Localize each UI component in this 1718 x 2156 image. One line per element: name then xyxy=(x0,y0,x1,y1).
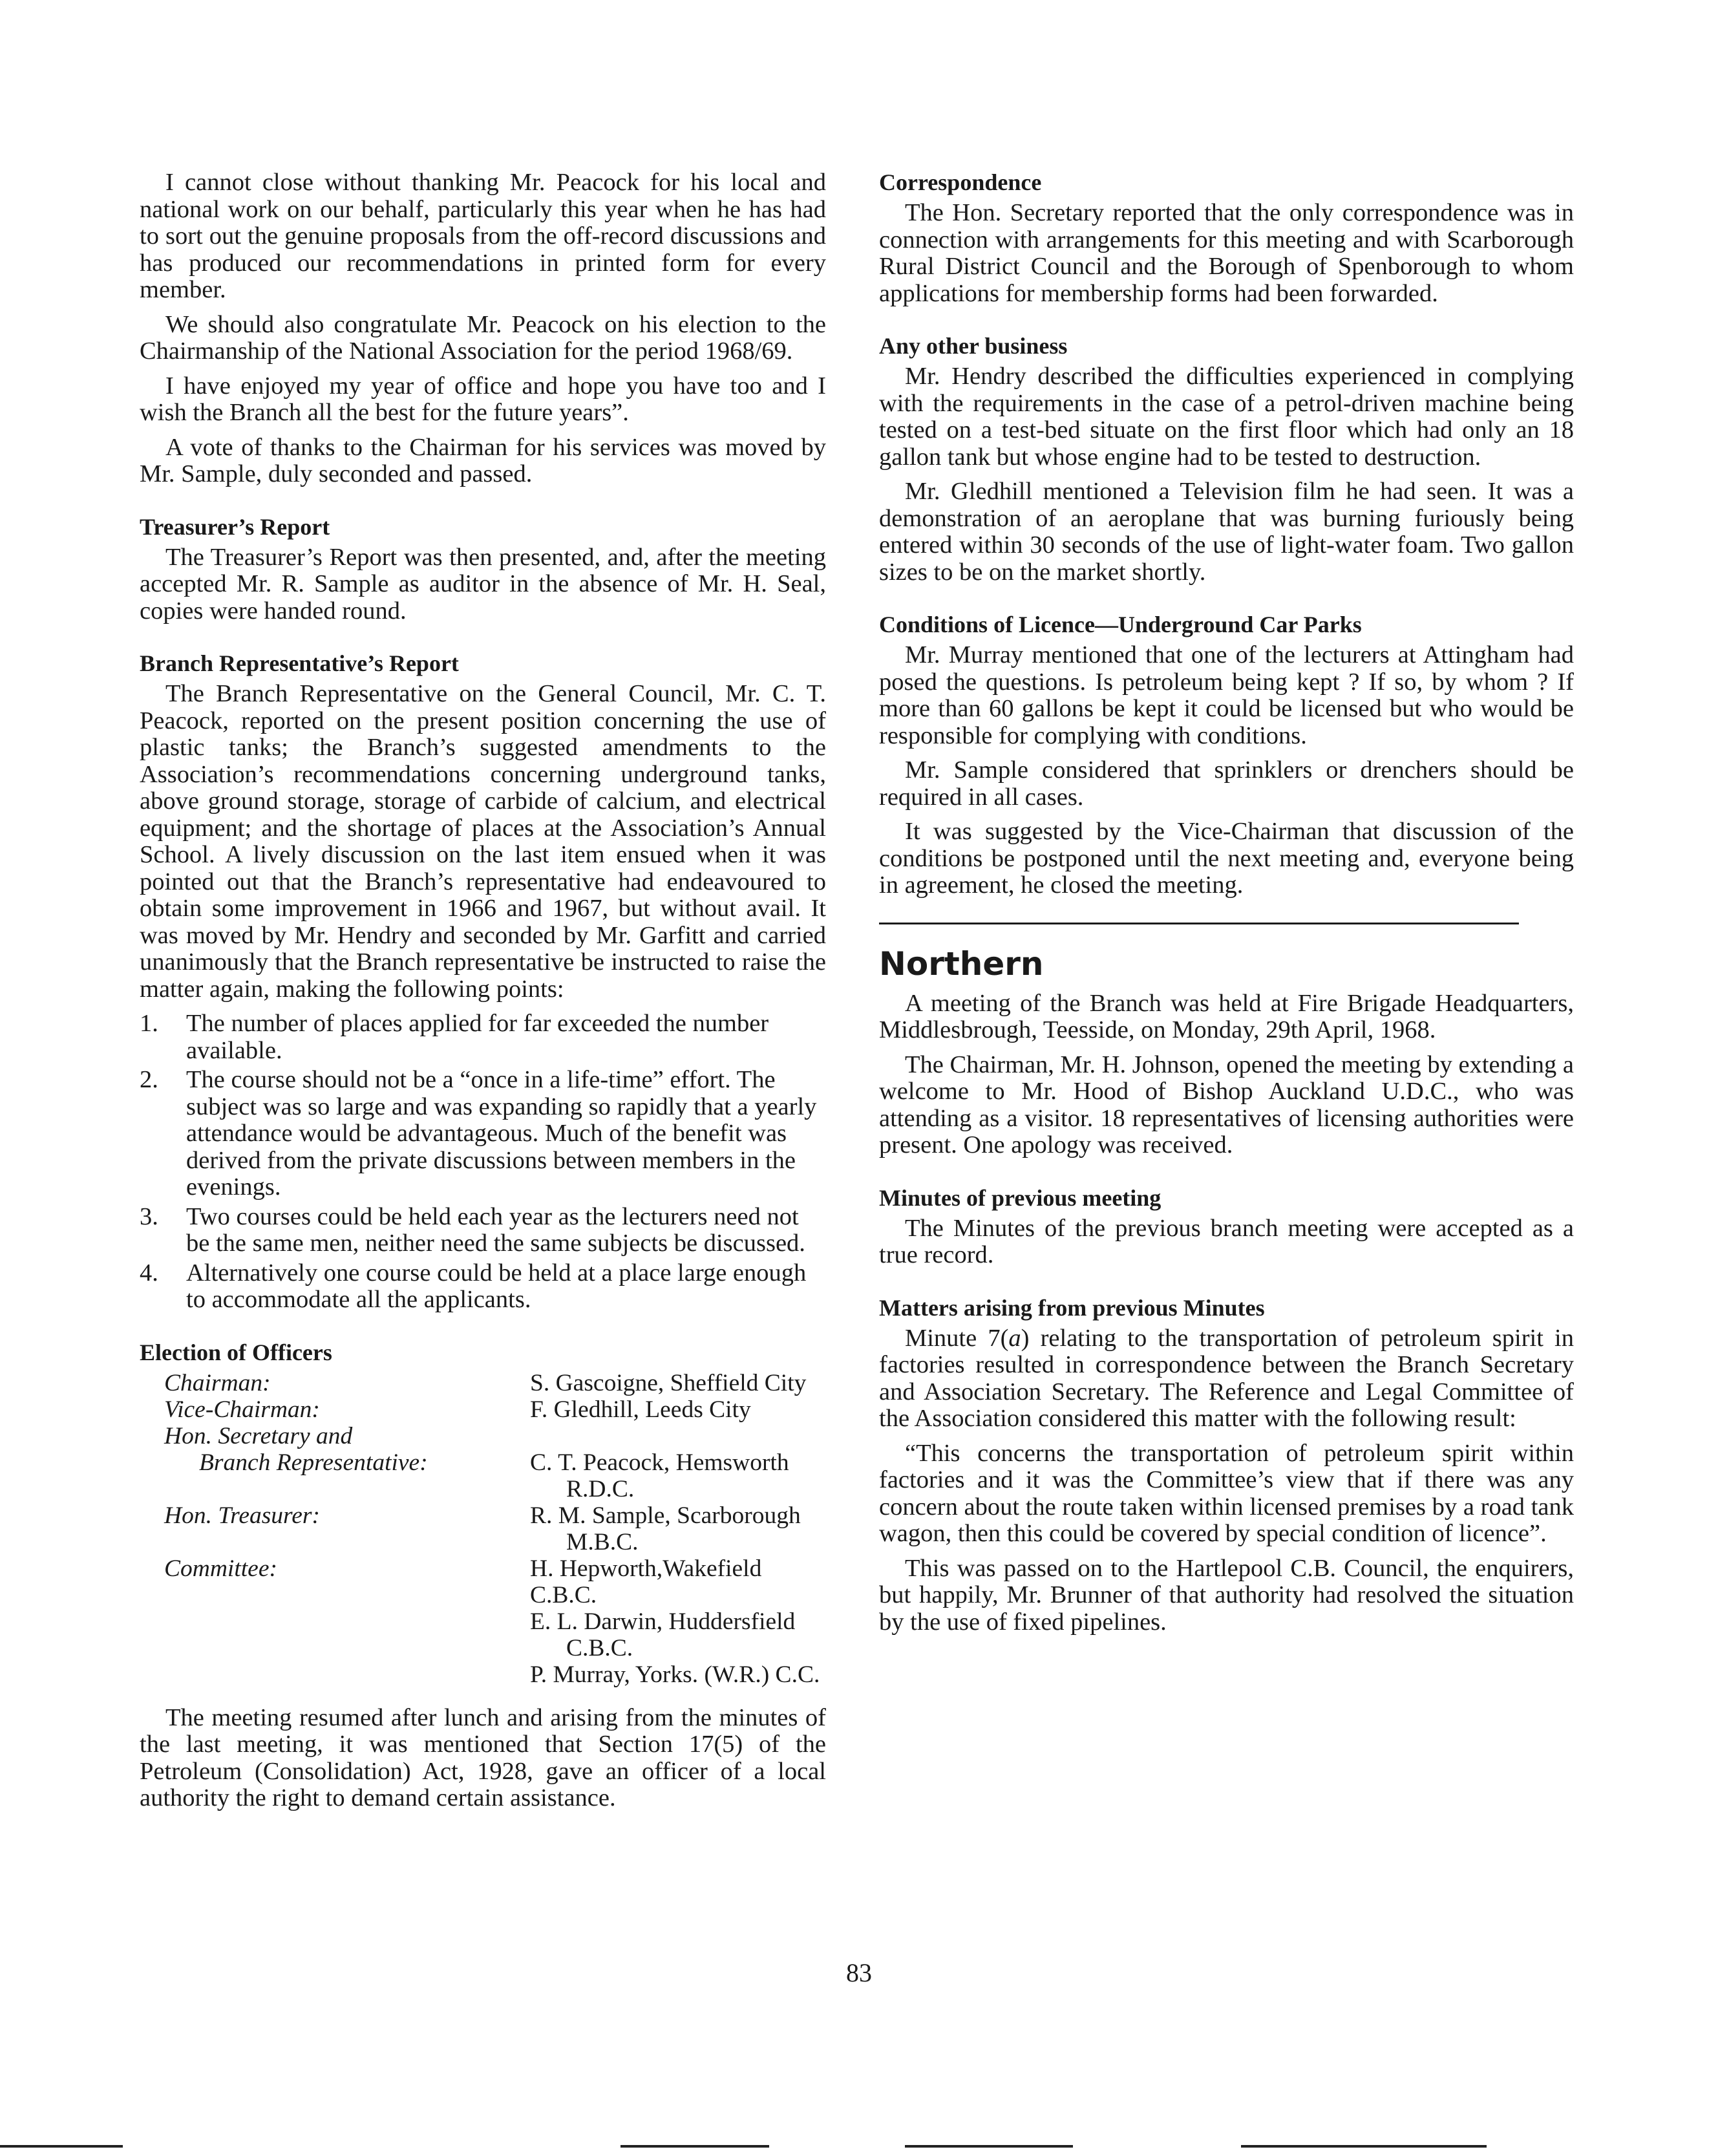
numbered-points-list xyxy=(140,1010,826,1314)
scan-edge-mark xyxy=(0,2145,123,2148)
paragraph: The Treasurer’s Report was then presented, and, after the meeting accepted Mr. R. Sample as auditor in the absence of Mr. H. Seal, copies were handed round. xyxy=(140,543,826,624)
paragraph: Mr. Sample considered that sprinklers or drenchers should be required in all cases. xyxy=(879,756,1574,811)
section-heading-minutes: Minutes of previous meeting xyxy=(879,1184,1161,1211)
section-divider xyxy=(879,923,1519,924)
list-item-text: Two courses could be held each year as the lecturers need not be the same men, neither need the same subjects be discussed. xyxy=(186,1202,805,1257)
paragraph: The Minutes of the previous branch meeting were accepted as a true record. xyxy=(879,1214,1574,1268)
list-item xyxy=(140,1260,826,1314)
list-item-text: The number of places applied for far exceeded the number available. xyxy=(186,1010,769,1064)
table-row xyxy=(140,1449,826,1502)
officer-role: Branch Representative: xyxy=(199,1449,428,1476)
section-heading-branch-representatives-report: Branch Representative’s Report xyxy=(140,650,459,676)
text-run-italic: a xyxy=(1008,1324,1021,1352)
paragraph: The Hon. Secretary reported that the only correspondence was in connection with arrangements for this meeting and with Scarborough Rural District Council and the Borough of Spenborough to whom applications for membership forms had been forwarded. xyxy=(879,199,1574,307)
list-item-text: The course should not be a “once in a life-time” effort. The subject was so large and was expanding so rapidly that a yearly attendance would be advantageous. Much of the benefit was derived from the private discussions between members in the evenings. xyxy=(186,1066,817,1201)
paragraph: A vote of thanks to the Chairman for his services was moved by Mr. Sample, duly seconded and passed. xyxy=(140,433,826,487)
paragraph: I cannot close without thanking Mr. Peacock for his local and national work on our behalf, particularly this year when he has had to sort out the genuine proposals from the off-record discussions and has produced our recommendations in printed form for every member. xyxy=(140,169,826,303)
officer-name-continuation: M.B.C. xyxy=(566,1528,639,1555)
committee-member: E. L. Darwin, Huddersfield xyxy=(530,1608,796,1635)
table-row xyxy=(140,1502,826,1555)
paragraph: We should also congratulate Mr. Peacock on his election to the Chairmanship of the National Association for the period 1968/69. xyxy=(140,310,826,365)
officer-role: Chairman: xyxy=(164,1369,271,1396)
paragraph: I have enjoyed my year of office and hope you have too and I wish the Branch all the best for the future years”. xyxy=(140,372,826,426)
committee-member: P. Murray, Yorks. (W.R.) C.C. xyxy=(530,1661,820,1688)
paragraph: Mr. Hendry described the difficulties experienced in complying with the requirements in the case of a petrol-driven machine being tested on a test-bed situate on the first floor which had only an 18 gallon tank but whose engine had to be tested to destruction. xyxy=(879,363,1574,471)
quotation-paragraph: “This concerns the transportation of petroleum spirit within factories and it was the Committee’s view that if there was any concern about the route taken within licensed premises by a road tank wagon, then this could be covered by special condition of licence”. xyxy=(879,1439,1574,1547)
scan-edge-mark xyxy=(620,2145,769,2148)
paragraph: The meeting resumed after lunch and arising from the minutes of the last meeting, it was mentioned that Section 17(5) of the Petroleum (Consolidation) Act, 1928, gave an officer of a local authority the right to demand certain assistance. xyxy=(140,1703,826,1811)
paragraph: Mr. Gledhill mentioned a Television film he had seen. It was a demonstration of an aeroplane that was burning furiously being entered within 30 seconds of the use of light-water foam. Two gallon sizes to be on the market shortly. xyxy=(879,478,1574,586)
officer-name-line: R. M. Sample, Scarborough xyxy=(530,1502,801,1529)
officers-table xyxy=(140,1370,826,1688)
section-heading-treasurers-report: Treasurer’s Report xyxy=(140,513,330,540)
right-column xyxy=(879,169,1574,1643)
text-run: ) relating to the transportation of petroleum spirit in factories resulted in correspondence between the Branch Secretary and Association Secretary. The Reference and Legal Committee of the Association considered this matter with the following result: xyxy=(879,1324,1574,1432)
page-number: 83 xyxy=(846,1958,872,1987)
section-heading-correspondence: Correspondence xyxy=(879,169,1042,195)
officer-name: S. Gascoigne, Sheffield City xyxy=(530,1369,807,1396)
scan-edge-mark xyxy=(1241,2145,1487,2148)
list-item xyxy=(140,1067,826,1201)
list-item xyxy=(140,1010,826,1064)
scan-edge-mark xyxy=(905,2145,1073,2148)
section-heading-election-of-officers: Election of Officers xyxy=(140,1339,332,1365)
list-item-text: Alternatively one course could be held at a place large enough to accommodate all the applicants. xyxy=(186,1259,807,1313)
committee-member: H. Hepworth,Wakefield C.B.C. xyxy=(530,1555,762,1608)
officer-role: Hon. Treasurer: xyxy=(164,1502,320,1529)
list-item-number: 4. xyxy=(140,1259,158,1286)
section-heading-conditions-of-licence: Conditions of Licence—Underground Car Parks xyxy=(879,612,1362,637)
officer-name xyxy=(530,1502,826,1555)
paragraph: A meeting of the Branch was held at Fire Brigade Headquarters, Middlesbrough, Teesside, on Monday, 29th April, 1968. xyxy=(879,989,1574,1043)
left-column xyxy=(140,169,826,1820)
paragraph: The Chairman, Mr. H. Johnson, opened the meeting by extending a welcome to Mr. Hood of Bishop Auckland U.D.C., who was attending as a visitor. 18 representatives of licensing authorities were present. One apology was received. xyxy=(879,1051,1575,1158)
table-row xyxy=(140,1396,826,1423)
paragraph: Mr. Murray mentioned that one of the lecturers at Attingham had posed the questions. Is petroleum being kept ? If so, by whom ? If more than 60 gallons be kept it could be licensed but who would be responsible for complying with conditions. xyxy=(879,641,1574,749)
officer-role: Committee: xyxy=(164,1555,277,1582)
section-heading-any-other-business: Any other business xyxy=(879,333,1068,359)
section-heading-matters-arising: Matters arising from previous Minutes xyxy=(879,1294,1265,1321)
table-row xyxy=(140,1555,826,1688)
officer-name xyxy=(530,1449,826,1502)
list-item xyxy=(140,1204,826,1257)
officer-name xyxy=(530,1555,826,1688)
list-item-number: 1. xyxy=(140,1010,158,1037)
paragraph: It was suggested by the Vice-Chairman that discussion of the conditions be postponed until the next meeting and, everyone being in agreement, he closed the meeting. xyxy=(879,818,1574,899)
table-row xyxy=(140,1423,826,1449)
officer-role: Hon. Secretary and xyxy=(164,1422,353,1449)
list-item-number: 3. xyxy=(140,1202,158,1230)
officer-name-continuation: R.D.C. xyxy=(566,1475,635,1502)
officer-name-continuation: C.B.C. xyxy=(566,1634,633,1661)
paragraph: The Branch Representative on the General Council, Mr. C. T. Peacock, reported on the present position concerning the use of plastic tanks; the Branch’s suggested amendments to the Association’s recommendations concerning underground tanks, above ground storage, storage of carbide of calcium, and electrical equipment; and the shortage of places at the Association’s Annual School. A lively discussion on the last item ensued when it was pointed out that the Branch’s representative had endeavoured to obtain some improvement in 1966 and 1967, but without avail. It was moved by Mr. Hendry and seconded by Mr. Garfitt and carried unanimously that the Branch representative be instructed to raise the matter again, making the following points: xyxy=(140,680,826,1003)
officer-name-line: C. T. Peacock, Hemsworth xyxy=(530,1449,789,1476)
paragraph xyxy=(879,1325,1574,1433)
table-row xyxy=(140,1370,826,1396)
list-item-number: 2. xyxy=(140,1066,158,1093)
text-run: Minute 7( xyxy=(905,1324,1009,1352)
branch-heading-northern: Northern xyxy=(879,945,1044,983)
officer-role: Vice-Chairman: xyxy=(164,1396,320,1423)
paragraph: This was passed on to the Hartlepool C.B. Council, the enquirers, but happily, Mr. Brunner of that authority had resolved the situation by the use of fixed pipelines. xyxy=(879,1554,1574,1636)
officer-name: F. Gledhill, Leeds City xyxy=(530,1396,751,1423)
